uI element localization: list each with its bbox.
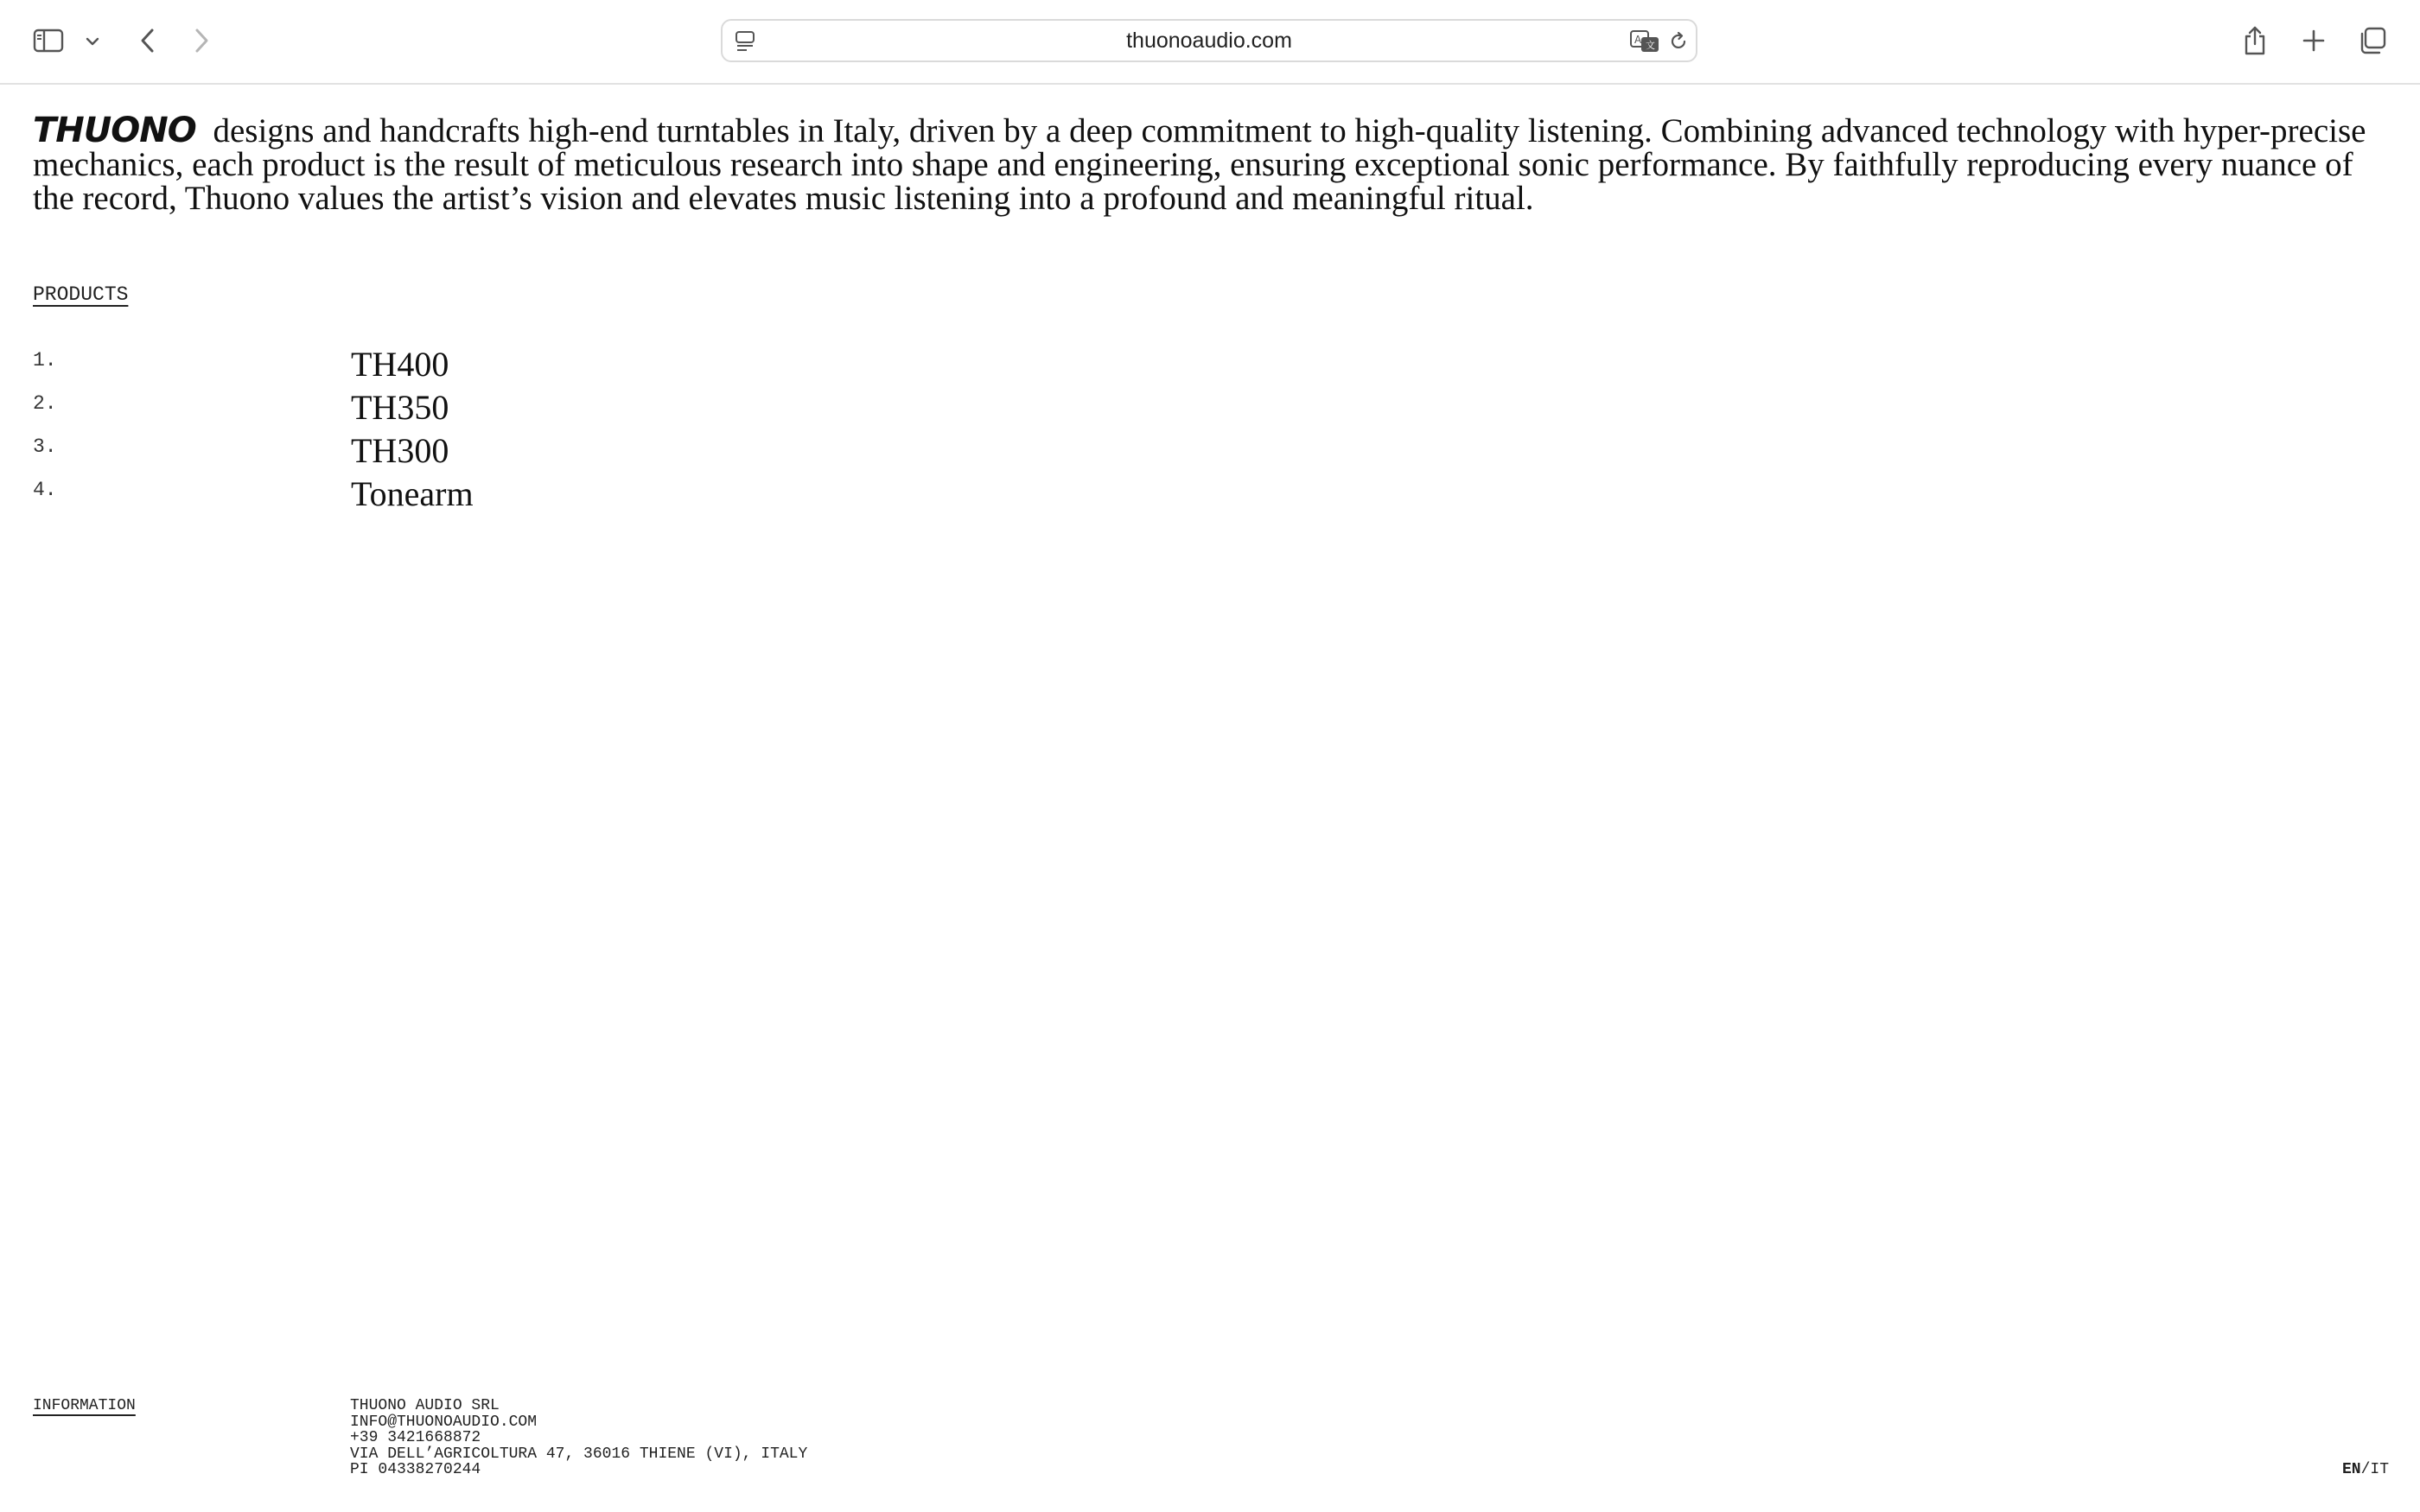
email-link[interactable]: INFO@THUONOAUDIO.COM [350, 1413, 538, 1431]
reload-icon[interactable] [1666, 29, 1691, 54]
company-address: VIA DELL’AGRICOLTURA 47, 36016 THIENE (VI), ITALY [350, 1445, 808, 1463]
intro-text: designs and handcrafts high-end turntables in Italy, driven by a deep commitment to high-quality listening. Combining advanced technology with hyper-precise mechanics, each product is the result of meticulous research into shape and engineering, ensuring exceptional sonic performance. By faithfully reproducing every nuance of the record, Thuono values the artist’s vision and elevates music listening into a profound and meaningful ritual. [33, 112, 2366, 217]
product-number: 4. [33, 479, 57, 501]
product-link-th400[interactable]: TH400 [351, 345, 449, 384]
list-item[interactable] [33, 344, 638, 387]
chevron-down-icon[interactable] [83, 33, 102, 50]
chevron-left-icon[interactable] [135, 24, 159, 57]
phone-number[interactable]: +39 3421668872 [350, 1429, 481, 1447]
products-heading[interactable]: PRODUCTS [33, 283, 129, 306]
svg-text:A: A [1634, 34, 1642, 46]
address-bar[interactable] [721, 19, 1697, 62]
plus-icon[interactable] [2299, 26, 2328, 55]
company-name: THUONO AUDIO SRL [350, 1397, 500, 1414]
product-number: 3. [33, 435, 57, 458]
url-text[interactable]: thuonoaudio.com [1126, 28, 1292, 53]
browser-toolbar [0, 0, 2420, 85]
product-link-tonearm[interactable]: Tonearm [351, 474, 474, 513]
product-link-th300[interactable]: TH300 [351, 431, 449, 470]
list-item[interactable] [33, 473, 638, 517]
lang-en[interactable]: EN [2341, 1461, 2361, 1478]
brand-logo[interactable]: THUONO [33, 111, 196, 150]
language-switcher [2342, 1461, 2389, 1478]
translate-icon[interactable] [1628, 28, 1661, 55]
product-number: 1. [33, 349, 57, 372]
chevron-right-icon[interactable] [190, 24, 214, 57]
sidebar-icon[interactable] [31, 26, 66, 55]
product-list [33, 344, 638, 517]
list-item[interactable] [33, 430, 638, 473]
product-number: 2. [33, 392, 57, 415]
information-heading[interactable]: INFORMATION [33, 1397, 136, 1414]
svg-text:文: 文 [1646, 40, 1655, 51]
lang-it[interactable]: IT [2370, 1461, 2389, 1478]
list-item[interactable] [33, 387, 638, 430]
share-icon[interactable] [2240, 22, 2270, 59]
company-info [350, 1398, 807, 1478]
product-link-th350[interactable]: TH350 [351, 388, 449, 427]
vat-number: PI 04338270244 [350, 1461, 481, 1479]
tabs-icon[interactable] [2356, 24, 2389, 57]
lang-separator: / [2360, 1461, 2371, 1478]
intro-paragraph [33, 111, 2366, 217]
